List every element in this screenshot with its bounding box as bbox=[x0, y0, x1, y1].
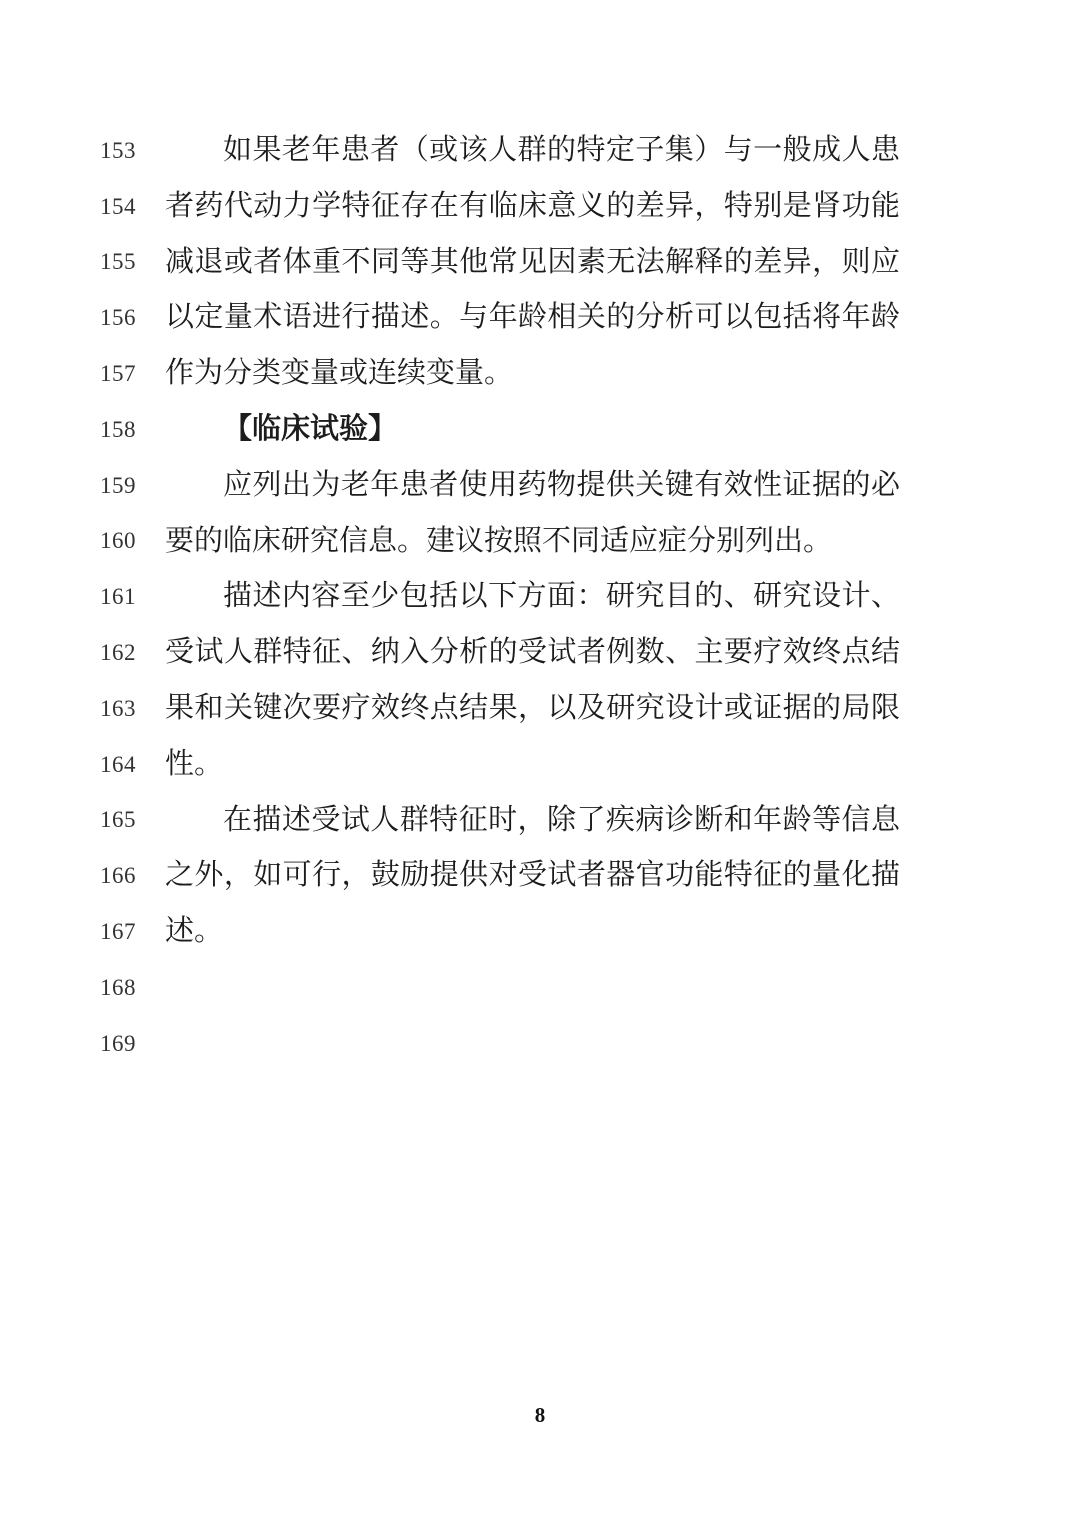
line-text: 述。 bbox=[165, 915, 224, 948]
line-number: 153 bbox=[100, 137, 136, 163]
line-text: 者药代动力学特征存在有临床意义的差异，特别是肾功能 bbox=[165, 189, 900, 222]
line-number: 165 bbox=[100, 807, 136, 833]
line-text: 如果老年患者（或该人群的特定子集）与一般成人患 bbox=[223, 134, 900, 166]
document-line-166 bbox=[100, 848, 910, 904]
line-text: 要的临床研究信息。建议按照不同适应症分别列出。 bbox=[165, 524, 833, 557]
line-number: 169 bbox=[100, 1030, 136, 1056]
section-heading-text: 【临床试验】 bbox=[223, 412, 398, 445]
document-line-153 bbox=[100, 123, 910, 179]
document-line-161 bbox=[100, 569, 910, 625]
line-number: 155 bbox=[100, 249, 136, 275]
line-text: 应列出为老年患者使用药物提供关键有效性证据的必 bbox=[223, 468, 900, 501]
document-line-168 bbox=[100, 960, 910, 1016]
document-line-165 bbox=[100, 793, 910, 849]
document-line-169 bbox=[100, 1016, 910, 1072]
document-line-159 bbox=[100, 458, 910, 514]
document-line-154 bbox=[100, 179, 910, 235]
line-number: 160 bbox=[100, 528, 136, 554]
line-number: 159 bbox=[100, 472, 136, 498]
line-number: 166 bbox=[100, 863, 136, 889]
document-line-163 bbox=[100, 681, 910, 737]
line-text: 描述内容至少包括以下方面：研究目的、研究设计、 bbox=[223, 580, 900, 613]
document-line-162 bbox=[100, 625, 910, 681]
document-line-164 bbox=[100, 737, 910, 793]
document-line-157 bbox=[100, 346, 910, 402]
document-line-155 bbox=[100, 235, 910, 291]
line-text: 在描述受试人群特征时，除了疾病诊断和年龄等信息 bbox=[223, 803, 900, 836]
line-number: 161 bbox=[100, 584, 136, 610]
line-text: 以定量术语进行描述。与年龄相关的分析可以包括将年龄 bbox=[165, 301, 900, 334]
line-number: 158 bbox=[100, 416, 136, 442]
line-text: 受试人群特征、纳入分析的受试者例数、主要疗效终点结 bbox=[165, 636, 900, 669]
line-number: 162 bbox=[100, 640, 136, 666]
line-number: 154 bbox=[100, 193, 136, 219]
document-line-158-section-heading bbox=[100, 402, 910, 458]
page-number: 8 bbox=[534, 1403, 546, 1427]
line-text: 果和关键次要疗效终点结果，以及研究设计或证据的局限 bbox=[165, 691, 900, 724]
line-text: 减退或者体重不同等其他常见因素无法解释的差异，则应 bbox=[165, 245, 900, 278]
line-number: 156 bbox=[100, 305, 136, 331]
document-line-167 bbox=[100, 904, 910, 960]
line-number: 168 bbox=[100, 974, 136, 1000]
document-line-156 bbox=[100, 290, 910, 346]
line-text: 作为分类变量或连续变量。 bbox=[165, 357, 514, 390]
line-number: 163 bbox=[100, 695, 136, 721]
numbered-line-block bbox=[100, 123, 910, 1072]
line-text: 性。 bbox=[165, 747, 224, 780]
line-number: 157 bbox=[100, 361, 136, 387]
line-text: 之外，如可行，鼓励提供对受试者器官功能特征的量化描 bbox=[165, 859, 900, 892]
document-line-160 bbox=[100, 514, 910, 570]
line-number: 167 bbox=[100, 919, 136, 945]
line-number: 164 bbox=[100, 751, 136, 777]
